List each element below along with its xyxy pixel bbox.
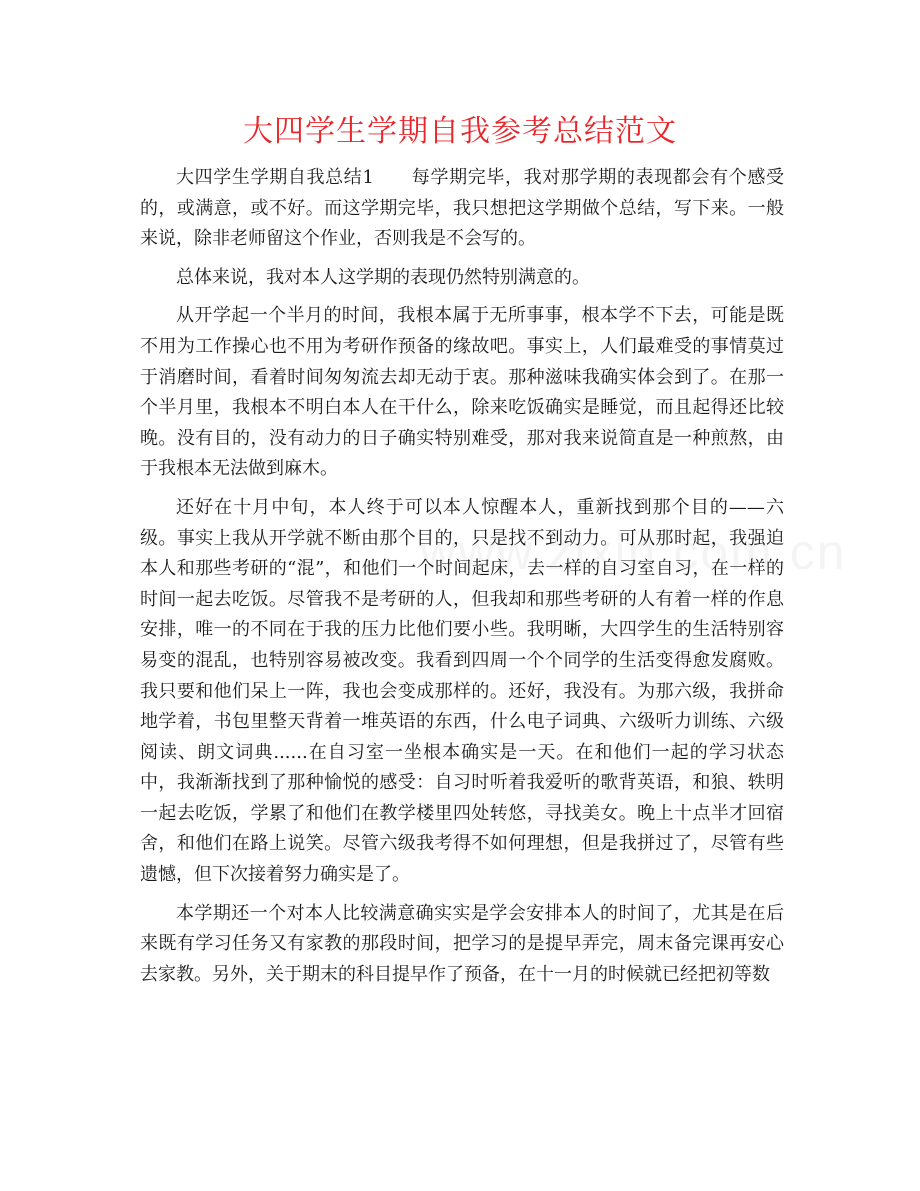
document-title: 大四学生学期自我参考总结范文 <box>243 114 677 149</box>
paragraph-1: 大四学生学期自我总结1 每学期完毕，我对那学期的表现都会有个感受的，或满意，或不好。而这学期完毕，我只想把这学期做个总结，写下来。一般来说，除非老师留这个作业，否则我是不会写的。 <box>140 167 784 250</box>
paragraph-2: 总体来说，我对本人这学期的表现仍然特别满意的。 <box>176 266 590 288</box>
paragraph-4: 还好在十月中旬，本人终于可以本人惊醒本人，重新找到那个目的——六级。事实上我从开学就不断由那个目的，只是找不到动力。可从那时起，我强迫本人和那些考研的“混”，和他们一个时间起床，去一样的自习室自习，在一样的时间一起去吃饭。尽管我不是考研的人，但我却和那些考研的人有着一样的作息安排，唯一的不同在于我的压力比他们要小些。我明晰，大四学生的生活特别容易变的混乱，也特别容易被改变。我看到四周一个个同学的生活变得愈发腐败。我只要和他们呆上一阵，我也会变成那样的。还好，我没有。为那六级，我拼命地学着，书包里整天背着一堆英语的东西，什么电子词典、六级听力训练、六级阅读、朗文词典......在自习室一坐根本确实是一天。在和他们一起的学习状态中，我渐渐找到了那种愉悦的感受：自习时听着我爱听的歌背英语，和狼、轶明一起去吃饭，学累了和他们在教学楼里四处转悠，寻找美女。晚上十点半才回宿舍，和他们在路上说笑。尽管六级我考得不如何理想，但是我拼过了，尽管有些遗憾，但下次接着努力确实是了。 <box>140 496 784 886</box>
paragraph-3: 从开学起一个半月的时间，我根本属于无所事事，根本学不下去，可能是既不用为工作操心也不用为考研作预备的缘故吧。事实上，人们最难受的事情莫过于消磨时间，看着时间匆匆流去却无动于衷。那种滋味我确实体会到了。在那一个半月里，我根本不明白本人在干什么，除来吃饭确实是睡觉，而且起得还比较晚。没有目的，没有动力的日子确实特别难受，那对我来说简直是一种煎熬，由于我根本无法做到麻木。 <box>140 305 784 480</box>
document-body <box>140 163 784 998</box>
paragraph-5: 本学期还一个对本人比较满意确实实是学会安排本人的时间了，尤其是在后来既有学习任务又有家教的那段时间，把学习的是提早弄完，周末备完课再安心去家教。另外，关于期末的科目提早作了预备，在十一月的时候就已经把初等数 <box>140 902 784 985</box>
